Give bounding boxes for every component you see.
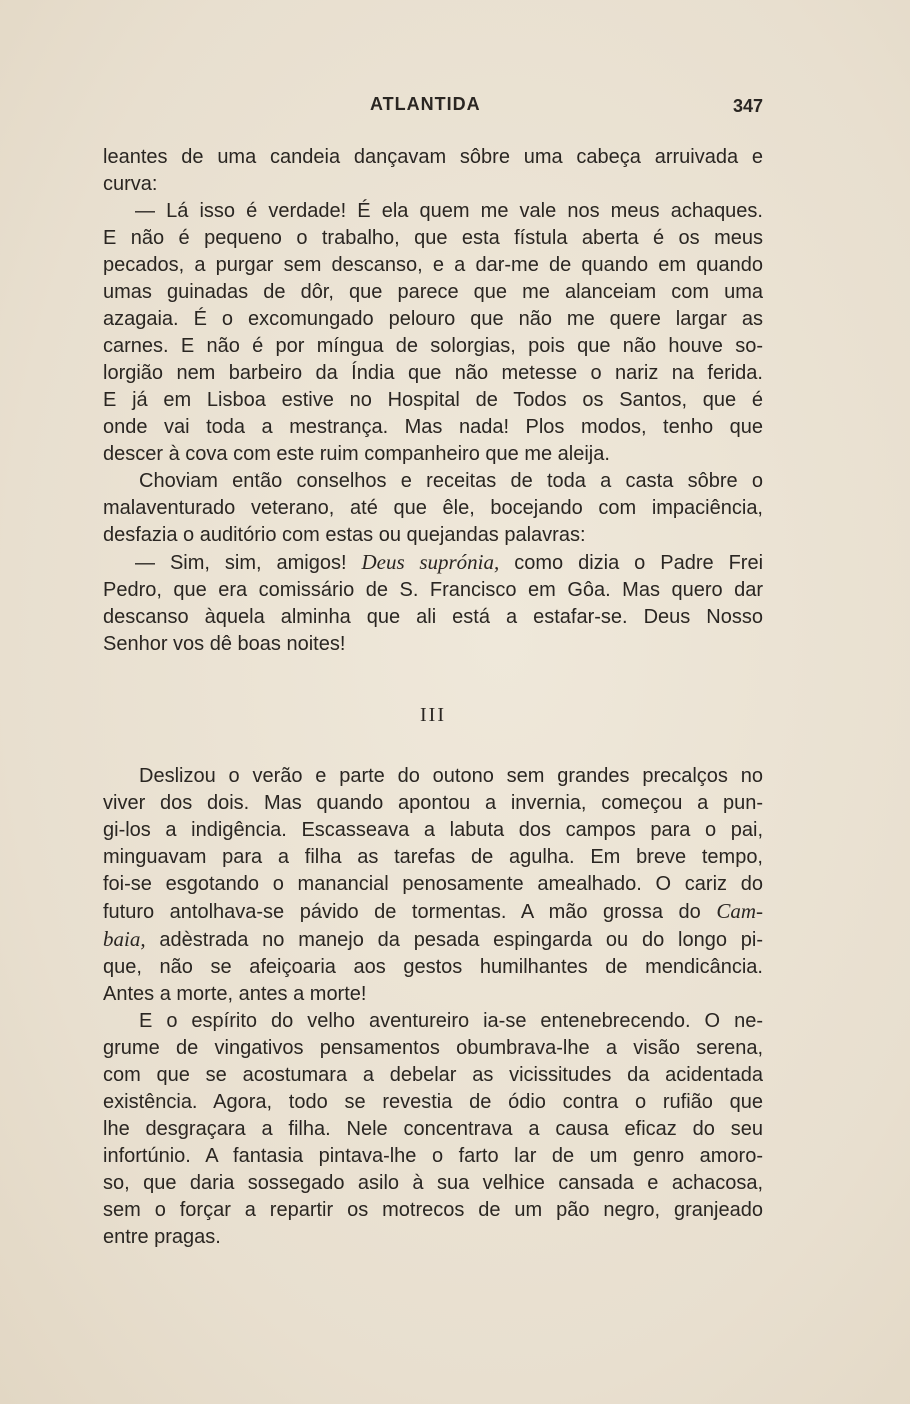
- running-title: ATLANTIDA: [370, 94, 481, 114]
- text-line: [103, 549, 763, 577]
- text-line: carnes. E não é por míngua de solorgias, pois que não houve so-: [103, 335, 763, 357]
- paragraph: [103, 198, 763, 468]
- text-line: lorgião nem barbeiro da Índia que não metesse o nariz na ferida.: [103, 362, 763, 384]
- paragraph: [103, 763, 763, 1008]
- text-run: adèstrada no manejo da pesada espingarda ou do longo pi-: [145, 929, 763, 951]
- text-line: Pedro, que era comissário de S. Francisco em Gôa. Mas quero dar: [103, 579, 763, 601]
- body-text: [103, 144, 763, 1251]
- text-line: E o espírito do velho aventureiro ia-se entenebrecendo. O ne-: [139, 1010, 763, 1032]
- text-line: entre pragas.: [103, 1226, 221, 1248]
- text-line: umas guinadas de dôr, que parece que me alanceiam com uma: [103, 281, 763, 303]
- text-line: descanso àquela alminha que ali está a estafar-se. Deus Nosso: [103, 606, 763, 628]
- text-line: Senhor vos dê boas noites!: [103, 633, 346, 655]
- text-line: desfazia o auditório com estas ou quejandas palavras:: [103, 524, 586, 546]
- text-line: Choviam então conselhos e receitas de toda a casta sôbre o: [139, 470, 763, 492]
- text-line: azagaia. É o excomungado pelouro que não me quere largar as: [103, 308, 763, 330]
- text-run: futuro antolhava-se pávido de tormentas. A mão grossa do: [103, 901, 717, 923]
- text-line: Antes a morte, antes a morte!: [103, 983, 367, 1005]
- text-line: com que se acostumara a debelar as vicissitudes da acidentada: [103, 1064, 763, 1086]
- text-line: existência. Agora, todo se revestia de ódio contra o rufião que: [103, 1091, 763, 1113]
- text-run: — Sim, sim, amigos!: [135, 552, 362, 574]
- text-line: — Lá isso é verdade! É ela quem me vale nos meus achaques.: [135, 200, 763, 222]
- italic-phrase: Deus suprónia,: [361, 550, 500, 574]
- text-line: grume de vingativos pensamentos obumbrava-lhe a visão serena,: [103, 1037, 763, 1059]
- text-line: sem o forçar a repartir os motrecos de um pão negro, granjeado: [103, 1199, 763, 1221]
- text-line: gi-los a indigência. Escasseava a labuta dos campos para o pai,: [103, 819, 763, 841]
- page-number: 347: [733, 96, 764, 116]
- text-line: E já em Lisboa estive no Hospital de Todos os Santos, que é: [103, 389, 763, 411]
- text-line: pecados, a purgar sem descanso, e a dar-me de quando em quando: [103, 254, 763, 276]
- paragraph: [103, 144, 763, 198]
- text-line: Deslizou o verão e parte do outono sem grandes precalços no: [139, 765, 763, 787]
- text-line: lhe desgraçara a filha. Nele concentrava a causa eficaz do seu: [103, 1118, 763, 1140]
- text-line: leantes de uma candeia dançavam sôbre uma cabeça arruivada e: [103, 146, 763, 168]
- text-line: que, não se afeiçoaria aos gestos humilhantes de mendicância.: [103, 956, 763, 978]
- text-line: malaventurado veterano, até que êle, bocejando com impaciência,: [103, 497, 763, 519]
- paragraph: [103, 468, 763, 549]
- page-header: [0, 94, 910, 122]
- text-line: E não é pequeno o trabalho, que esta fístula aberta é os meus: [103, 227, 763, 249]
- text-run: como dizia o Padre Frei: [499, 552, 764, 574]
- text-line: [103, 926, 763, 954]
- paragraph: [103, 1008, 763, 1251]
- text-line: foi-se esgotando o manancial penosamente amealhado. O cariz do: [103, 873, 763, 895]
- paragraph: [103, 549, 763, 658]
- text-line: onde vai toda a mestrança. Mas nada! Plos modos, tenho que: [103, 416, 763, 438]
- italic-phrase: baia,: [103, 927, 146, 951]
- text-line: [103, 898, 763, 926]
- text-line: infortúnio. A fantasia pintava-lhe o farto lar de um genro amoro-: [103, 1145, 763, 1167]
- text-line: so, que daria sossegado asilo à sua velhice cansada e achacosa,: [103, 1172, 763, 1194]
- text-line: viver dos dois. Mas quando apontou a invernia, começou a pun-: [103, 792, 763, 814]
- text-line: curva:: [103, 173, 158, 195]
- section-number: III: [420, 704, 446, 726]
- text-line: descer à cova com este ruim companheiro que me aleija.: [103, 443, 610, 465]
- text-line: minguavam para a filha as tarefas de agulha. Em breve tempo,: [103, 846, 763, 868]
- italic-phrase: Cam-: [716, 899, 763, 923]
